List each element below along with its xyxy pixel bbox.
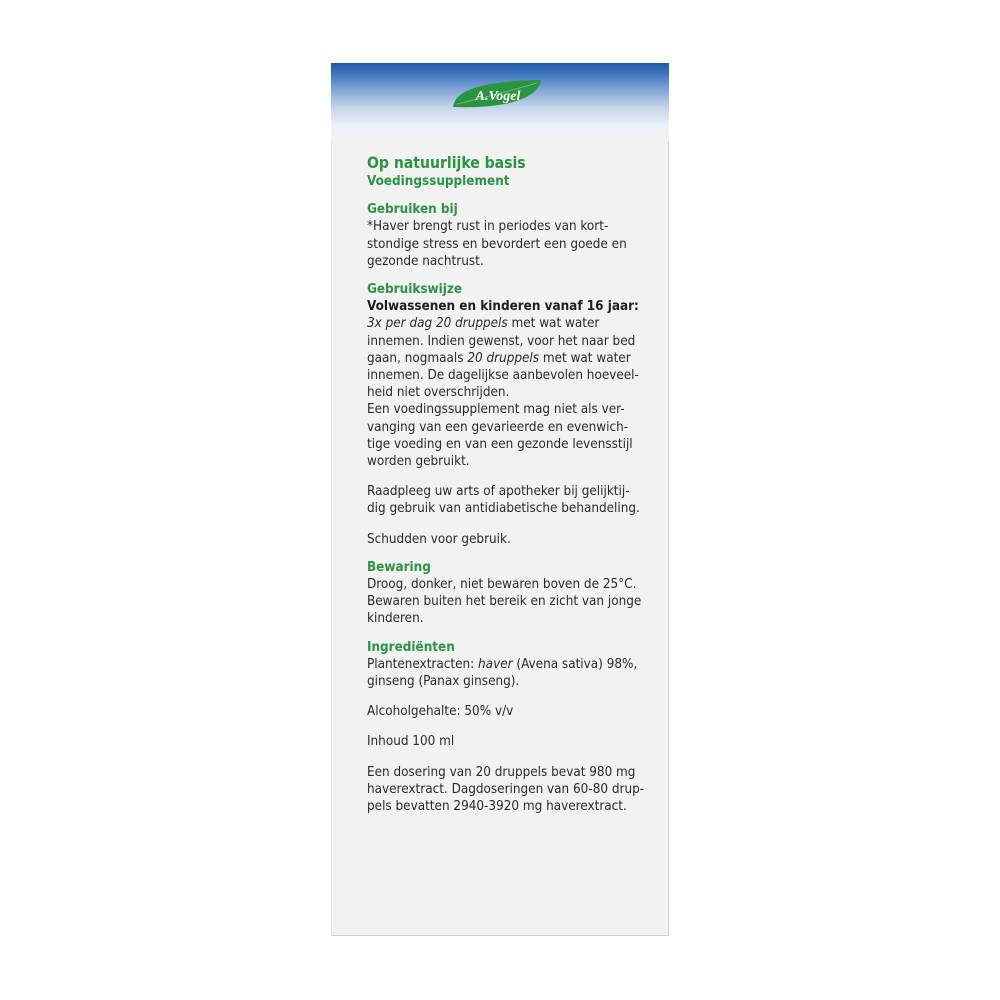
section-consult	[367, 483, 657, 517]
consult-line: dig gebruik van antidiabetische behandeling.	[367, 501, 640, 517]
dose-info-line: haverextract. Dagdoseringen van 60-80 drup-	[367, 781, 645, 797]
shake-note	[367, 531, 657, 548]
storage-heading: Bewaring	[367, 559, 431, 575]
consult-line: Raadpleeg uw arts of apotheker bij gelijktij-	[367, 484, 630, 500]
section-ingredients	[367, 639, 657, 691]
contents-text: Inhoud 100 ml	[367, 734, 455, 750]
dosage-text: met wat water	[507, 316, 600, 332]
storage-line: kinderen.	[367, 611, 424, 627]
section-use	[367, 201, 657, 270]
use-line: stondige stress en bevordert een goede en	[367, 236, 627, 252]
dosage-line: Een voedingssupplement mag niet als ver-	[367, 402, 625, 418]
alcohol-text: Alcoholgehalte: 50% v/v	[367, 704, 514, 720]
subtitle: Voedingssupplement	[367, 174, 510, 189]
logo-text: A.Vogel	[475, 89, 521, 104]
dosage-heading: Gebruikswijze	[367, 282, 463, 298]
ingredients-text: Plantenextracten:	[367, 656, 479, 672]
section-dose-info	[367, 764, 657, 816]
dosage-text: gaan, nogmaals	[367, 350, 468, 366]
dosage-line: innemen. Indien gewenst, voor het naar bed	[367, 333, 636, 349]
storage-line: Droog, donker, niet bewaren boven de 25°C.	[367, 577, 637, 593]
dosage-italic: 3x per dag 20 druppels	[367, 316, 508, 332]
dosage-line: tige voeding en van een gezonde levensstijl	[367, 436, 633, 452]
dosage-line: worden gebruikt.	[367, 454, 470, 470]
dose-info-line: pels bevatten 2940-3920 mg haverextract.	[367, 799, 627, 815]
product-label-panel	[331, 63, 669, 936]
page-title: Op natuurlijke basis	[367, 154, 526, 172]
dosage-line: vanging van een gevarieerde en evenwich-	[367, 419, 629, 435]
ingredients-text: (Avena sativa) 98%,	[512, 656, 638, 672]
dose-info-line: Een dosering van 20 druppels bevat 980 mg	[367, 764, 636, 780]
dosage-line: heid niet overschrijden.	[367, 385, 510, 401]
ingredients-heading: Ingrediënten	[367, 639, 455, 655]
dosage-line: innemen. De dagelijkse aanbevolen hoeveel-	[367, 368, 639, 384]
use-line: gezonde nachtrust.	[367, 253, 484, 269]
contents-note	[367, 733, 657, 750]
dosage-italic: 20 druppels	[467, 350, 540, 366]
alcohol-note	[367, 703, 657, 720]
section-dosage	[367, 281, 657, 470]
dosage-line	[367, 315, 657, 332]
storage-line: Bewaren buiten het bereik en zicht van jonge	[367, 594, 642, 610]
use-line: *Haver brengt rust in periodes van kort-	[367, 219, 609, 235]
section-storage	[367, 559, 657, 628]
dosage-intro: Volwassenen en kinderen vanaf 16 jaar:	[367, 299, 639, 315]
ingredients-line	[367, 656, 657, 673]
dosage-line	[367, 350, 657, 367]
shake-text: Schudden voor gebruik.	[367, 531, 511, 547]
ingredients-italic: haver	[478, 656, 513, 672]
use-heading: Gebruiken bij	[367, 202, 458, 218]
ingredients-line: ginseng (Panax ginseng).	[367, 674, 520, 690]
dosage-text: met wat water	[539, 350, 631, 366]
label-content	[367, 153, 657, 828]
avogel-logo	[449, 77, 545, 113]
